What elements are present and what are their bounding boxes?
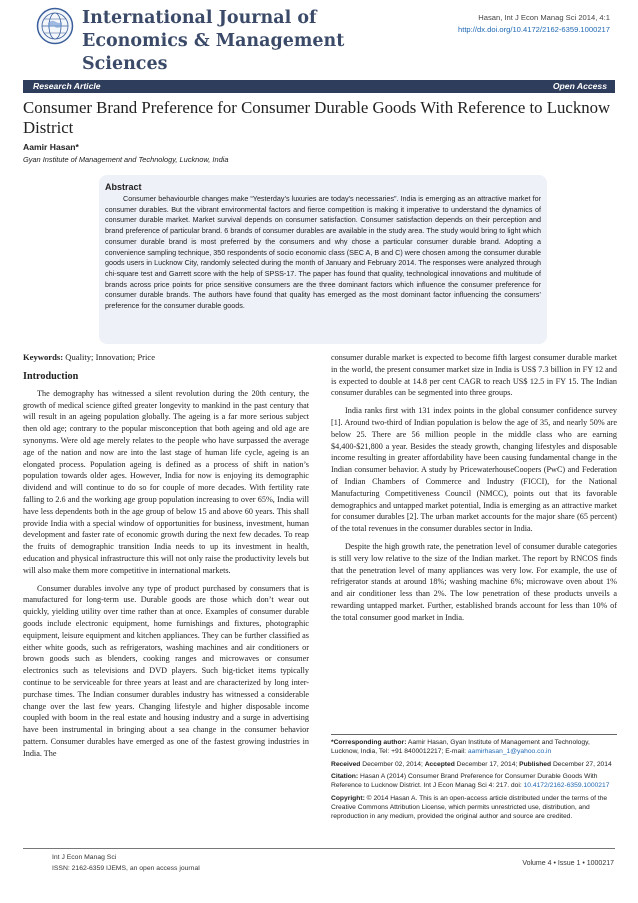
copyright-note <box>331 795 617 821</box>
corresponding-author <box>331 739 617 757</box>
received-date: December 02, 2014; <box>362 760 423 768</box>
footer-issn: ISSN: 2162-6359 IJEMS, an open access journal <box>52 865 200 872</box>
copyright-text: © 2014 Hasan A. This is an open-access article distributed under the terms of the Creative Commons Attribution License, which permits unrestricted use, distribution, and reproduction in any medium, provided the original author and source are credited. <box>331 794 608 820</box>
published-date: December 27, 2014 <box>552 760 612 768</box>
published-label: Published <box>519 760 552 768</box>
email-link[interactable]: aamirhasan_1@yahoo.co.in <box>467 747 552 755</box>
left-column <box>23 352 309 766</box>
copyright-label: Copyright: <box>331 794 365 802</box>
citation-text: Hasan, Int J Econ Manag Sci 2014, 4:1 <box>478 13 610 22</box>
author-affiliation: Gyan Institute of Management and Technology, Lucknow, India <box>23 155 229 164</box>
journal-title: International Journal of Economics & Management Sciences <box>82 8 345 74</box>
citation-body: Hasan A (2014) Consumer Brand Preference for Consumer Durable Goods With Reference to Lucknow District. Int J Econ Manag Sci 4: 217. doi: <box>331 773 598 790</box>
abstract-text: Consumer behaviourble changes make “Yesterday’s luxuries are today’s necessaries”. India is emerging as an attractive market for consumer durables. But the vibrant environmental factors and fierce competition is making it imperative to understand the dynamics of consumer durable market. Market survival depends on consumer satisfaction. Consumer satisfaction depends on their perception and brand preference of particular brand. 6 brands of consumer durables are available in the study area. The study would bring to light which consumer durable brand is most preferred by the consumers and why chose a particular consumer durable brand. Adopting a convenience sampling technique, 350 respondents of socio economic class (SEC A, B and C) were chosen among the consumer durable goods users in Lucknow City, randomly selected during the month of January and February 2014. The responses were analyzed through chi-square test and Garrett score with the help of SPSS-17. The paper has found that quality, technological innovations and multitude of brands across price points for price sensitive consumers are the three dominant factors which influence the consumer preference for consumer durable brands. The authors have found that quality has emerged as the most dominant factor influencing the consumers’ preference for the consumer durable goods. <box>105 194 541 311</box>
right-column <box>331 352 617 630</box>
accepted-date: December 17, 2014; <box>456 760 518 768</box>
introduction-heading: Introduction <box>23 370 79 382</box>
dates <box>331 761 617 770</box>
body-paragraph: Despite the high growth rate, the penetration level of consumer durable categories is still very low relative to the size of the Indian market. The report by RNCOS finds that the penetration level of many appliances was very low. For example, the use of refrigerator stands at around 18%; washing machine 6%; microwave oven about 1% and air conditioner less than 2%. The low penetration of these products unveils a rewarding untapped market. Further, established brands account for less than 10% of the total consumer good market in India. <box>331 541 617 622</box>
citation-label: Citation: <box>331 773 359 781</box>
citation-doi-link[interactable]: 10.4172/2162-6359.1000217 <box>523 782 610 790</box>
body-paragraph: India ranks first with 131 index points in the global consumer confidence survey [1]. Around two-third of Indian population is below the age of 35, and nearly 50% are below 25. There are 56 million people in the middle class who are earning $4,400-$21,800 a year. Besides the steady growth, changing lifestyles and disposable income resulting in greater affordability have been causing fundamental change in the Indian consumer behavior. A study by PricewaterhouseCoopers (PwC) and Federation of Indian Chambers of Commerce and Industry (FICCI), for the National Manufacturing Competitiveness Council (NMCC), points out that its favorable demographics and untapped market potential, India is emerging as an attractive market for consumer durables [2]. The urban market accounts for the major share (65 percent) of the total revenues in the consumer durables sector in India. <box>331 406 617 534</box>
corresponding-text: Aamir Hasan, Gyan Institute of Management and Technology, Lucknow, India, Tel: +91 8400012217; E-mail: <box>331 739 590 755</box>
footer-divider <box>23 848 615 849</box>
body-paragraph: Consumer durables involve any type of product purchased by consumers that is manufactured for long-term use. Durable goods are those which don’t wear out quickly, yielding utility over time rather than at once. Examples of consumer durable goods include electronic equipment, home furnishings and fixtures, photographic equipment, leisure equipment and kitchen appliances. They can be further classified as either white goods, such as refrigerators, washing machines and air conditioners or brown goods such as blenders, cooking ranges and microwaves or consumer electronics such as televisions and DVD players. Such big-ticket items typically continue to be serviceable for three years at least and are characterized by long inter-purchase times. The Indian consumer durables industry has witnessed a considerable change over the last few years. Changing lifestyle and higher disposable income coupled with boom in the real estate and housing industry and a surge in advertising have been instrumental in bringing about a sea change in the consumer behavior pattern. Consumer durables have emerged as one of the fastest growing industries in India. The <box>23 583 309 758</box>
footnote-box <box>331 734 617 825</box>
author-name: Aamir Hasan* <box>23 142 79 152</box>
keywords-label: Keywords: <box>23 352 64 362</box>
doi-link[interactable]: http://dx.doi.org/10.4172/2162-6359.1000217 <box>457 25 610 34</box>
footer-journal-info <box>52 852 200 874</box>
keywords-value: Quality; Innovation; Price <box>65 352 156 362</box>
keywords <box>23 352 309 364</box>
corresponding-label: *Corresponding author: <box>331 739 407 746</box>
footer-volume: Volume 4 • Issue 1 • 1000217 <box>522 860 614 867</box>
accepted-label: Accepted <box>424 760 455 768</box>
footer-journal-short: Int J Econ Manag Sci <box>52 854 117 861</box>
paper-title: Consumer Brand Preference for Consumer Durable Goods With Reference to Lucknow District <box>23 98 611 137</box>
article-type-band <box>23 80 615 93</box>
open-access-label: Open Access <box>552 81 607 91</box>
header-citation <box>458 12 610 36</box>
body-paragraph: The demography has witnessed a silent revolution during the 20th century, the growth of medical science gifted greater longevity to mankind in the past century that will result in an ageing population globally. The ageing is a far more serious subject then old age; contrary to the popular misconception that both ageing and old age are synonyms. Were old age merely relates to the people who have surpassed the average age of the nation and now are into the last stage of human life cycle, ageing is an elongated process. Population ageing is defined as a process of shift in nation’s population towards older ages. However, India for now is enjoying its demographic dividend and will continue to do so for couple of more decades. With fertility rate falling to 2.6 and the working age group population increasing to over 65%, India will have less dependents both in the age group of below 15 and above 60 years. This shall provide India with a special window of opportunities for business, investment, human development and faster rate of economic growth during the next few decades. To reap the fruits of demographic transition India needs to up its investment in health, education and physical infrastructure this will not only raise the productivity levels but will also make them more competitive in international markets. <box>23 388 309 575</box>
body-paragraph: consumer durable market is expected to become fifth largest consumer durable market in the world, the present consumer market size in India is US$ 7.3 billion in FY 12 and is expected to double at 14.8 per cent CAGR to reach US$ 12.5 in FY 15. The Indian consumer durables can be segmented into three groups. <box>331 353 617 398</box>
article-type: Research Article <box>33 81 101 91</box>
abstract-box <box>99 175 547 344</box>
journal-logo-icon <box>36 7 74 45</box>
citation-note <box>331 773 617 791</box>
abstract-heading: Abstract <box>105 182 142 192</box>
received-label: Received <box>331 760 361 768</box>
